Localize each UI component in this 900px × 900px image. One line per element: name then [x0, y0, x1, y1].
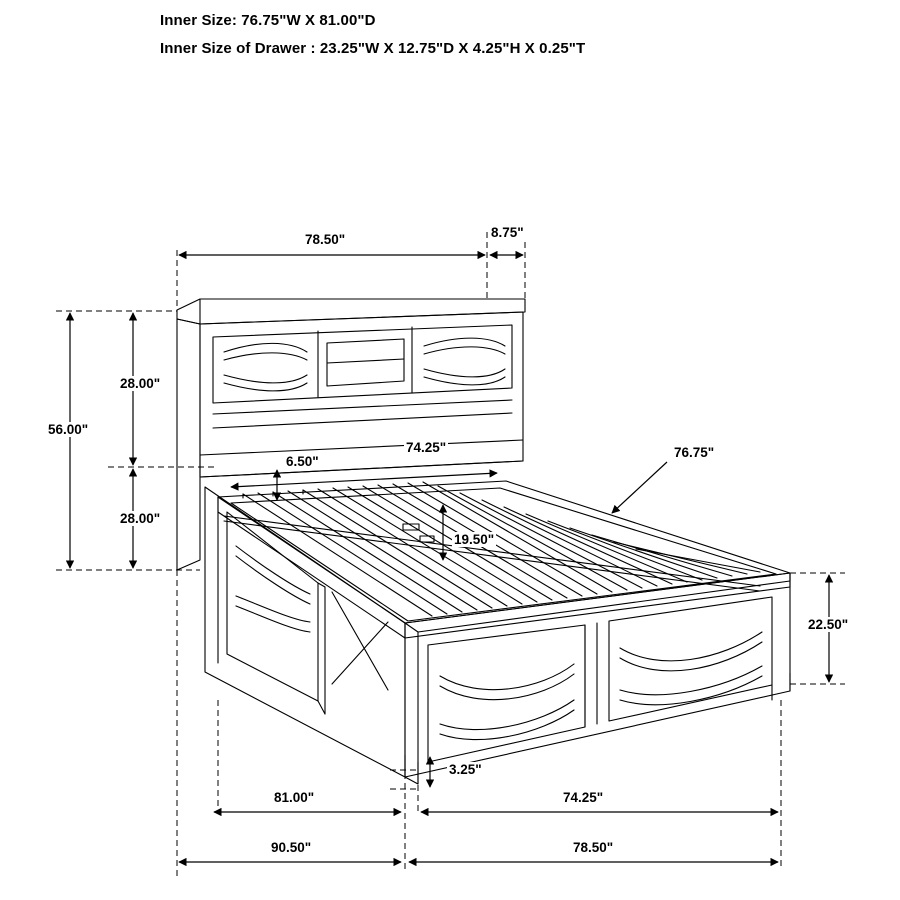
inner-size-text: Inner Size: 76.75"W X 81.00"D	[160, 12, 376, 29]
dim-headboard-lower: 28.00"	[120, 511, 161, 526]
dim-side-depth: 81.00"	[274, 790, 315, 805]
dim-deck-height: 19.50"	[454, 532, 495, 547]
dim-front-width-outer: 78.50"	[573, 840, 614, 855]
inner-drawer-size-text: Inner Size of Drawer : 23.25"W X 12.75"D X 4.25"H X 0.25"T	[160, 40, 586, 57]
dim-rail-offset: 6.50"	[286, 454, 319, 469]
dim-side-depth-outer: 90.50"	[271, 840, 312, 855]
dim-mattress-width: 74.25"	[406, 440, 447, 455]
dim-footboard-height: 22.50"	[808, 617, 849, 632]
dim-front-width-inner: 74.25"	[563, 790, 604, 805]
dim-total-height: 56.00"	[48, 422, 89, 437]
dim-ground-clearance: 3.25"	[449, 762, 482, 777]
dim-top-width: 78.50"	[305, 232, 346, 247]
dim-headboard-upper: 28.00"	[120, 376, 161, 391]
dim-top-overhang: 8.75"	[491, 225, 524, 240]
dim-mattress-depth: 76.75"	[674, 445, 715, 460]
